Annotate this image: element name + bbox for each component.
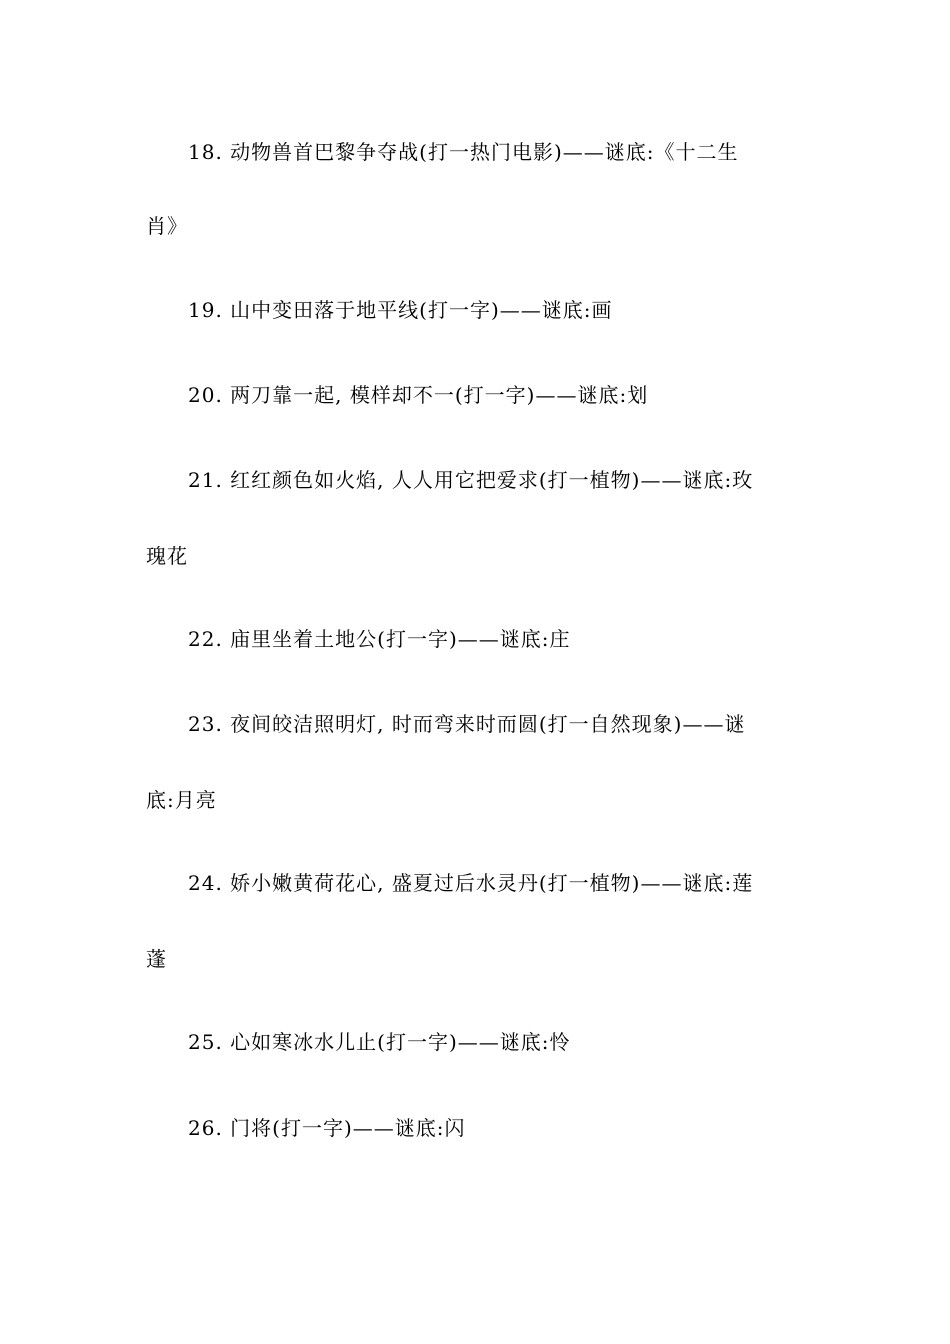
riddle-19: 19. 山中变田落于地平线(打一字)——谜底:画	[188, 298, 613, 322]
riddle-18-line2: 肖》	[146, 214, 188, 238]
riddle-22: 22. 庙里坐着土地公(打一字)——谜底:庄	[188, 627, 571, 651]
riddle-21-line2: 瑰花	[146, 544, 188, 568]
riddle-23-line2: 底:月亮	[146, 788, 217, 812]
riddle-23-line1: 23. 夜间皎洁照明灯, 时而弯来时而圆(打一自然现象)——谜	[188, 712, 746, 736]
riddle-25: 25. 心如寒冰水儿止(打一字)——谜底:怜	[188, 1030, 571, 1054]
riddle-24-line2: 蓬	[146, 947, 167, 971]
riddle-24-line1: 24. 娇小嫩黄荷花心, 盛夏过后水灵丹(打一植物)——谜底:莲	[188, 871, 754, 895]
riddle-18-line1: 18. 动物兽首巴黎争夺战(打一热门电影)——谜底:《十二生	[188, 140, 739, 164]
riddle-20: 20. 两刀靠一起, 模样却不一(打一字)——谜底:划	[188, 383, 649, 407]
riddle-21-line1: 21. 红红颜色如火焰, 人人用它把爱求(打一植物)——谜底:玫	[188, 468, 754, 492]
riddle-26: 26. 门将(打一字)——谜底:闪	[188, 1116, 466, 1140]
